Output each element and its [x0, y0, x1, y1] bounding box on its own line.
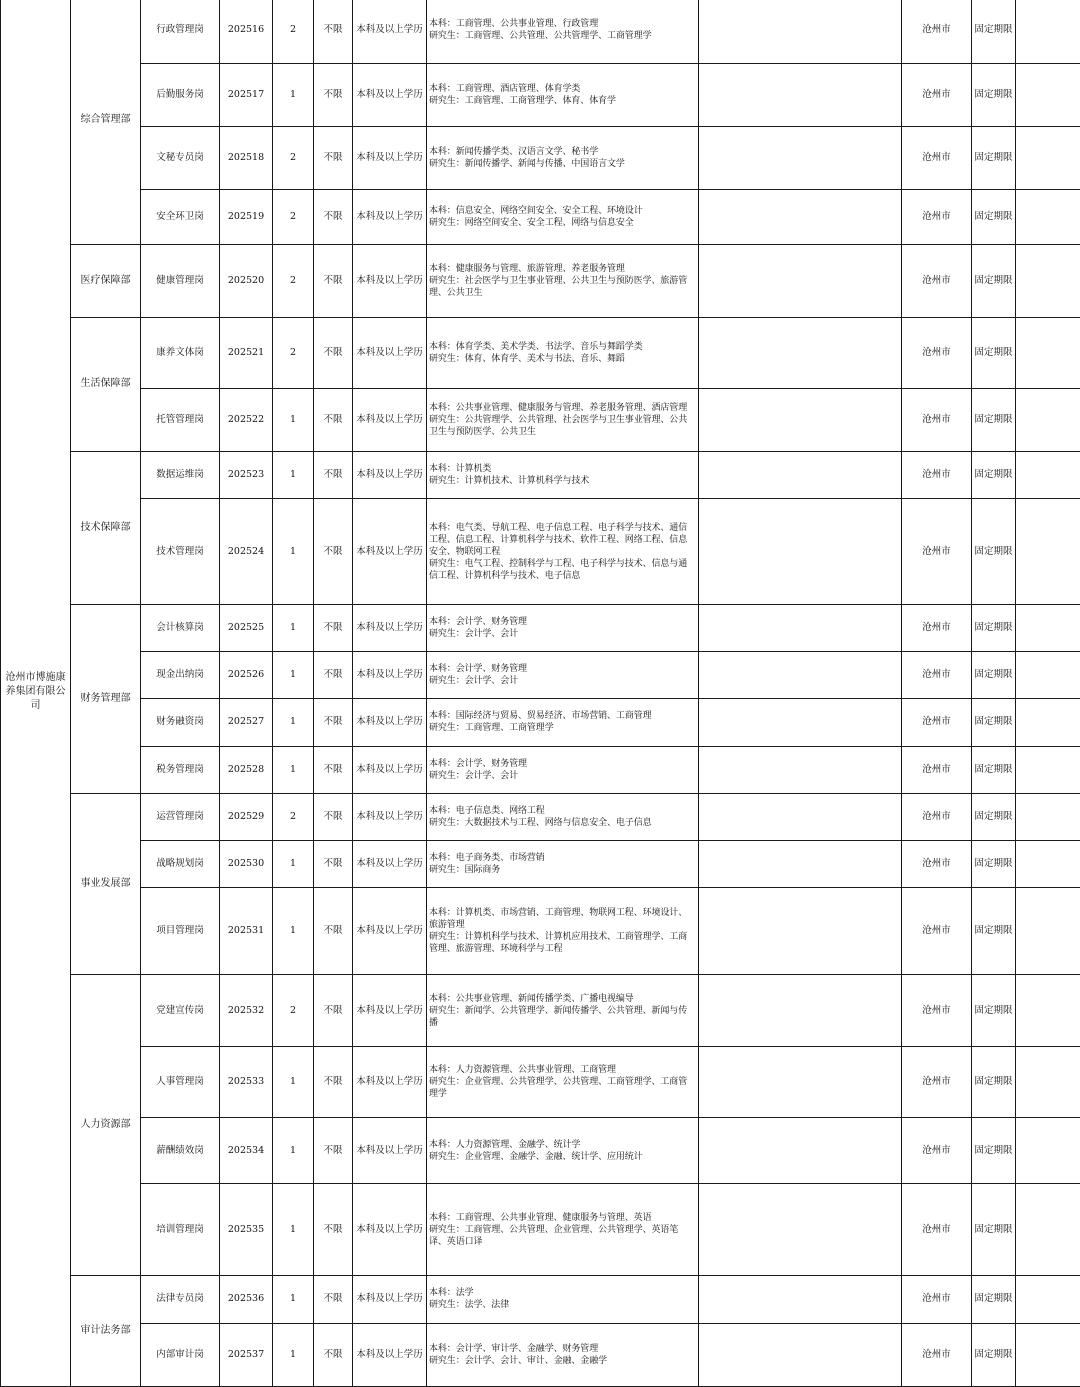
table-row — [1, 887, 1080, 974]
work-location-cell: 沧州市 — [902, 1184, 972, 1275]
contract-type-cell: 固定期限 — [972, 793, 1016, 840]
major-requirement-line: 研究生：新闻传播学、新闻与传播、中国语言文学 — [429, 158, 695, 170]
position-title-cell: 行政管理岗 — [141, 0, 220, 64]
age-limit-cell: 不限 — [314, 388, 353, 451]
position-code-cell: 202533 — [220, 1047, 273, 1118]
position-title-cell: 培训管理岗 — [141, 1184, 220, 1275]
contract-type-cell: 固定期限 — [972, 499, 1016, 605]
position-code-cell: 202516 — [220, 0, 273, 64]
note-cell — [1016, 127, 1080, 190]
hire-count-cell: 1 — [273, 699, 314, 746]
major-requirement-line: 研究生：国际商务 — [429, 864, 695, 876]
major-requirement-line: 本科：电子信息类、网络工程 — [429, 805, 695, 817]
major-requirement-line: 本科：公共事业管理、健康服务与管理、养老服务管理、酒店管理 — [429, 402, 695, 414]
note-cell — [1016, 0, 1080, 64]
contract-type-cell: 固定期限 — [972, 1275, 1016, 1323]
major-requirement-line: 研究生：企业管理、公共管理学、公共管理、工商管理学、工商管理学 — [429, 1076, 695, 1100]
major-requirement-line: 本科：国际经济与贸易、贸易经济、市场营销、工商管理 — [429, 710, 695, 722]
education-cell: 本科及以上学历 — [353, 974, 427, 1046]
position-title-cell: 托管管理岗 — [141, 388, 220, 451]
company-name-cell: 沧州市博施康养集团有限公司 — [1, 0, 71, 1387]
other-requirement-cell — [699, 0, 902, 64]
education-cell: 本科及以上学历 — [353, 1323, 427, 1386]
table-row — [1, 840, 1080, 887]
table-row — [1, 1323, 1080, 1386]
table-row — [1, 1275, 1080, 1323]
table-row — [1, 0, 1080, 64]
major-requirement-cell — [427, 652, 699, 699]
hire-count-cell: 2 — [273, 0, 314, 64]
note-cell — [1016, 1047, 1080, 1118]
hire-count-cell: 1 — [273, 1275, 314, 1323]
hire-count-cell: 1 — [273, 840, 314, 887]
table-row — [1, 605, 1080, 652]
other-requirement-cell — [699, 793, 902, 840]
table-row — [1, 1118, 1080, 1184]
other-requirement-cell — [699, 127, 902, 190]
table-row — [1, 699, 1080, 746]
major-requirement-line: 本科：会计学、审计学、金融学、财务管理 — [429, 1343, 695, 1355]
table-row — [1, 388, 1080, 451]
major-requirement-cell — [427, 1184, 699, 1275]
department-name-cell: 审计法务部 — [71, 1275, 141, 1386]
other-requirement-cell — [699, 244, 902, 317]
age-limit-cell: 不限 — [314, 840, 353, 887]
major-requirement-cell — [427, 499, 699, 605]
position-title-cell: 文秘专员岗 — [141, 127, 220, 190]
education-cell: 本科及以上学历 — [353, 1275, 427, 1323]
contract-type-cell: 固定期限 — [972, 0, 1016, 64]
major-requirement-cell — [427, 244, 699, 317]
major-requirement-line: 研究生：电气工程、控制科学与工程、电子科学与技术、信息与通信工程、计算机科学与技术、电子信息 — [429, 558, 695, 582]
age-limit-cell: 不限 — [314, 64, 353, 127]
hire-count-cell: 1 — [273, 1323, 314, 1386]
education-cell: 本科及以上学历 — [353, 0, 427, 64]
major-requirement-cell — [427, 746, 699, 793]
position-code-cell: 202529 — [220, 793, 273, 840]
position-title-cell: 财务融资岗 — [141, 699, 220, 746]
work-location-cell: 沧州市 — [902, 974, 972, 1046]
education-cell: 本科及以上学历 — [353, 840, 427, 887]
education-cell: 本科及以上学历 — [353, 1118, 427, 1184]
work-location-cell: 沧州市 — [902, 190, 972, 244]
hire-count-cell: 1 — [273, 1184, 314, 1275]
note-cell — [1016, 244, 1080, 317]
major-requirement-cell — [427, 887, 699, 974]
note-cell — [1016, 605, 1080, 652]
contract-type-cell: 固定期限 — [972, 746, 1016, 793]
age-limit-cell: 不限 — [314, 127, 353, 190]
age-limit-cell: 不限 — [314, 451, 353, 498]
age-limit-cell: 不限 — [314, 1184, 353, 1275]
position-title-cell: 安全环卫岗 — [141, 190, 220, 244]
position-code-cell: 202518 — [220, 127, 273, 190]
other-requirement-cell — [699, 1047, 902, 1118]
note-cell — [1016, 388, 1080, 451]
note-cell — [1016, 317, 1080, 388]
note-cell — [1016, 699, 1080, 746]
major-requirement-line: 本科：会计学、财务管理 — [429, 616, 695, 628]
education-cell: 本科及以上学历 — [353, 652, 427, 699]
major-requirement-line: 研究生：工商管理、公共管理、公共管理学、工商管理学 — [429, 30, 695, 42]
major-requirement-line: 本科：会计学、财务管理 — [429, 663, 695, 675]
contract-type-cell: 固定期限 — [972, 840, 1016, 887]
work-location-cell: 沧州市 — [902, 840, 972, 887]
note-cell — [1016, 974, 1080, 1046]
major-requirement-line: 研究生：计算机科学与技术、计算机应用技术、工商管理学、工商管理、旅游管理、环境科学与工程 — [429, 931, 695, 955]
major-requirement-line: 本科：人力资源管理、金融学、统计学 — [429, 1139, 695, 1151]
age-limit-cell: 不限 — [314, 317, 353, 388]
major-requirement-cell — [427, 840, 699, 887]
age-limit-cell: 不限 — [314, 1047, 353, 1118]
major-requirement-cell — [427, 699, 699, 746]
other-requirement-cell — [699, 64, 902, 127]
major-requirement-line: 本科：法学 — [429, 1287, 695, 1299]
other-requirement-cell — [699, 1323, 902, 1386]
major-requirement-line: 研究生：公共管理学、公共管理、社会医学与卫生事业管理、公共卫生与预防医学、公共卫生 — [429, 414, 695, 438]
major-requirement-cell — [427, 605, 699, 652]
major-requirement-cell — [427, 1275, 699, 1323]
position-title-cell: 内部审计岗 — [141, 1323, 220, 1386]
note-cell — [1016, 190, 1080, 244]
major-requirement-line: 本科：计算机类 — [429, 463, 695, 475]
major-requirement-cell — [427, 317, 699, 388]
position-title-cell: 数据运维岗 — [141, 451, 220, 498]
age-limit-cell: 不限 — [314, 746, 353, 793]
major-requirement-line: 本科：公共事业管理、新闻传播学类、广播电视编导 — [429, 993, 695, 1005]
age-limit-cell: 不限 — [314, 499, 353, 605]
other-requirement-cell — [699, 451, 902, 498]
note-cell — [1016, 1184, 1080, 1275]
major-requirement-line: 本科：电气类、导航工程、电子信息工程、电子科学与技术、通信工程、信息工程、计算机科学与技术、软件工程、网络工程、信息安全、物联网工程 — [429, 522, 695, 558]
age-limit-cell: 不限 — [314, 0, 353, 64]
contract-type-cell: 固定期限 — [972, 317, 1016, 388]
major-requirement-cell — [427, 0, 699, 64]
note-cell — [1016, 64, 1080, 127]
position-title-cell: 运营管理岗 — [141, 793, 220, 840]
table-row — [1, 746, 1080, 793]
major-requirement-line: 本科：健康服务与管理、旅游管理、养老服务管理 — [429, 263, 695, 275]
position-code-cell: 202517 — [220, 64, 273, 127]
hire-count-cell: 1 — [273, 64, 314, 127]
major-requirement-line: 本科：体育学类、美术学类、书法学、音乐与舞蹈学类 — [429, 341, 695, 353]
table-row — [1, 1047, 1080, 1118]
hire-count-cell: 1 — [273, 1047, 314, 1118]
hire-count-cell: 1 — [273, 499, 314, 605]
contract-type-cell: 固定期限 — [972, 451, 1016, 498]
note-cell — [1016, 451, 1080, 498]
hire-count-cell: 1 — [273, 388, 314, 451]
age-limit-cell: 不限 — [314, 190, 353, 244]
work-location-cell: 沧州市 — [902, 699, 972, 746]
major-requirement-line: 研究生：企业管理、金融学、金融、统计学、应用统计 — [429, 1151, 695, 1163]
major-requirement-line: 本科：新闻传播学类、汉语言文学、秘书学 — [429, 146, 695, 158]
note-cell — [1016, 1323, 1080, 1386]
work-location-cell: 沧州市 — [902, 1275, 972, 1323]
major-requirement-line: 研究生：法学、法律 — [429, 1299, 695, 1311]
note-cell — [1016, 840, 1080, 887]
education-cell: 本科及以上学历 — [353, 605, 427, 652]
major-requirement-line: 本科：信息安全、网络空间安全、安全工程、环境设计 — [429, 205, 695, 217]
major-requirement-line: 研究生：新闻学、公共管理学、新闻传播学、公共管理、新闻与传播 — [429, 1005, 695, 1029]
hire-count-cell: 1 — [273, 746, 314, 793]
age-limit-cell: 不限 — [314, 793, 353, 840]
work-location-cell: 沧州市 — [902, 746, 972, 793]
work-location-cell: 沧州市 — [902, 388, 972, 451]
table-row — [1, 317, 1080, 388]
table-row — [1, 652, 1080, 699]
contract-type-cell: 固定期限 — [972, 388, 1016, 451]
table-row — [1, 244, 1080, 317]
major-requirement-cell — [427, 127, 699, 190]
table-row — [1, 793, 1080, 840]
work-location-cell: 沧州市 — [902, 0, 972, 64]
hire-count-cell: 2 — [273, 793, 314, 840]
contract-type-cell: 固定期限 — [972, 605, 1016, 652]
other-requirement-cell — [699, 840, 902, 887]
department-name-cell: 财务管理部 — [71, 605, 141, 793]
contract-type-cell: 固定期限 — [972, 652, 1016, 699]
major-requirement-line: 研究生：网络空间安全、安全工程、网络与信息安全 — [429, 217, 695, 229]
other-requirement-cell — [699, 887, 902, 974]
other-requirement-cell — [699, 388, 902, 451]
hire-count-cell: 1 — [273, 605, 314, 652]
education-cell: 本科及以上学历 — [353, 244, 427, 317]
major-requirement-cell — [427, 451, 699, 498]
contract-type-cell: 固定期限 — [972, 1047, 1016, 1118]
note-cell — [1016, 652, 1080, 699]
position-code-cell: 202536 — [220, 1275, 273, 1323]
contract-type-cell: 固定期限 — [972, 1323, 1016, 1386]
major-requirement-cell — [427, 190, 699, 244]
position-title-cell: 会计核算岗 — [141, 605, 220, 652]
other-requirement-cell — [699, 499, 902, 605]
age-limit-cell: 不限 — [314, 974, 353, 1046]
position-title-cell: 健康管理岗 — [141, 244, 220, 317]
major-requirement-line: 研究生：会计学、会计 — [429, 675, 695, 687]
major-requirement-line: 研究生：大数据技术与工程、网络与信息安全、电子信息 — [429, 817, 695, 829]
major-requirement-line: 本科：会计学、财务管理 — [429, 758, 695, 770]
work-location-cell: 沧州市 — [902, 127, 972, 190]
position-title-cell: 后勤服务岗 — [141, 64, 220, 127]
work-location-cell: 沧州市 — [902, 887, 972, 974]
age-limit-cell: 不限 — [314, 887, 353, 974]
position-title-cell: 人事管理岗 — [141, 1047, 220, 1118]
contract-type-cell: 固定期限 — [972, 1184, 1016, 1275]
major-requirement-cell — [427, 64, 699, 127]
work-location-cell: 沧州市 — [902, 1047, 972, 1118]
major-requirement-cell — [427, 793, 699, 840]
major-requirement-line: 研究生：会计学、会计 — [429, 770, 695, 782]
contract-type-cell: 固定期限 — [972, 974, 1016, 1046]
position-code-cell: 202520 — [220, 244, 273, 317]
hire-count-cell: 1 — [273, 451, 314, 498]
education-cell: 本科及以上学历 — [353, 64, 427, 127]
note-cell — [1016, 1118, 1080, 1184]
age-limit-cell: 不限 — [314, 699, 353, 746]
position-code-cell: 202526 — [220, 652, 273, 699]
major-requirement-cell — [427, 1118, 699, 1184]
position-title-cell: 现金出纳岗 — [141, 652, 220, 699]
major-requirement-line: 本科：电子商务类、市场营销 — [429, 852, 695, 864]
other-requirement-cell — [699, 1184, 902, 1275]
other-requirement-cell — [699, 974, 902, 1046]
major-requirement-cell — [427, 1047, 699, 1118]
major-requirement-line: 本科：计算机类、市场营销、工商管理、物联网工程、环境设计、旅游管理 — [429, 907, 695, 931]
position-code-cell: 202522 — [220, 388, 273, 451]
position-code-cell: 202531 — [220, 887, 273, 974]
other-requirement-cell — [699, 190, 902, 244]
education-cell: 本科及以上学历 — [353, 451, 427, 498]
other-requirement-cell — [699, 1118, 902, 1184]
position-code-cell: 202528 — [220, 746, 273, 793]
education-cell: 本科及以上学历 — [353, 499, 427, 605]
hire-count-cell: 1 — [273, 652, 314, 699]
work-location-cell: 沧州市 — [902, 317, 972, 388]
major-requirement-line: 研究生：会计学、会计、审计、金融、金融学 — [429, 1355, 695, 1367]
major-requirement-line: 本科：人力资源管理、公共事业管理、工商管理 — [429, 1064, 695, 1076]
table-row — [1, 974, 1080, 1046]
education-cell: 本科及以上学历 — [353, 317, 427, 388]
education-cell: 本科及以上学历 — [353, 190, 427, 244]
position-code-cell: 202523 — [220, 451, 273, 498]
age-limit-cell: 不限 — [314, 1118, 353, 1184]
hire-count-cell: 2 — [273, 317, 314, 388]
education-cell: 本科及以上学历 — [353, 793, 427, 840]
age-limit-cell: 不限 — [314, 1323, 353, 1386]
work-location-cell: 沧州市 — [902, 1323, 972, 1386]
position-title-cell: 党建宣传岗 — [141, 974, 220, 1046]
table-row — [1, 499, 1080, 605]
position-code-cell: 202521 — [220, 317, 273, 388]
position-title-cell: 项目管理岗 — [141, 887, 220, 974]
table-row — [1, 451, 1080, 498]
age-limit-cell: 不限 — [314, 244, 353, 317]
contract-type-cell: 固定期限 — [972, 190, 1016, 244]
note-cell — [1016, 1275, 1080, 1323]
table-row — [1, 64, 1080, 127]
department-name-cell: 生活保障部 — [71, 317, 141, 451]
contract-type-cell: 固定期限 — [972, 64, 1016, 127]
table-row — [1, 127, 1080, 190]
department-name-cell: 医疗保障部 — [71, 244, 141, 317]
hire-count-cell: 1 — [273, 1118, 314, 1184]
department-name-cell: 技术保障部 — [71, 451, 141, 604]
department-name-cell: 综合管理部 — [71, 0, 141, 244]
position-title-cell: 税务管理岗 — [141, 746, 220, 793]
major-requirement-line: 本科：工商管理、酒店管理、体育学类 — [429, 83, 695, 95]
other-requirement-cell — [699, 699, 902, 746]
contract-type-cell: 固定期限 — [972, 127, 1016, 190]
position-code-cell: 202530 — [220, 840, 273, 887]
contract-type-cell: 固定期限 — [972, 1118, 1016, 1184]
other-requirement-cell — [699, 605, 902, 652]
work-location-cell: 沧州市 — [902, 244, 972, 317]
major-requirement-line: 本科：工商管理、公共事业管理、行政管理 — [429, 18, 695, 30]
position-title-cell: 技术管理岗 — [141, 499, 220, 605]
age-limit-cell: 不限 — [314, 652, 353, 699]
hire-count-cell: 1 — [273, 887, 314, 974]
education-cell: 本科及以上学历 — [353, 127, 427, 190]
work-location-cell: 沧州市 — [902, 451, 972, 498]
major-requirement-line: 研究生：体育、体育学、美术与书法、音乐、舞蹈 — [429, 353, 695, 365]
major-requirement-line: 研究生：计算机技术、计算机科学与技术 — [429, 475, 695, 487]
position-code-cell: 202524 — [220, 499, 273, 605]
work-location-cell: 沧州市 — [902, 605, 972, 652]
education-cell: 本科及以上学历 — [353, 699, 427, 746]
education-cell: 本科及以上学历 — [353, 1047, 427, 1118]
major-requirement-cell — [427, 388, 699, 451]
education-cell: 本科及以上学历 — [353, 746, 427, 793]
position-title-cell: 战略规划岗 — [141, 840, 220, 887]
note-cell — [1016, 499, 1080, 605]
education-cell: 本科及以上学历 — [353, 1184, 427, 1275]
position-code-cell: 202537 — [220, 1323, 273, 1386]
position-code-cell: 202527 — [220, 699, 273, 746]
position-code-cell: 202534 — [220, 1118, 273, 1184]
note-cell — [1016, 793, 1080, 840]
contract-type-cell: 固定期限 — [972, 887, 1016, 974]
position-title-cell: 薪酬绩效岗 — [141, 1118, 220, 1184]
work-location-cell: 沧州市 — [902, 1118, 972, 1184]
major-requirement-line: 研究生：工商管理、工商管理学 — [429, 722, 695, 734]
hire-count-cell: 2 — [273, 127, 314, 190]
other-requirement-cell — [699, 652, 902, 699]
contract-type-cell: 固定期限 — [972, 699, 1016, 746]
table-row — [1, 1184, 1080, 1275]
hire-count-cell: 2 — [273, 974, 314, 1046]
other-requirement-cell — [699, 317, 902, 388]
major-requirement-line: 研究生：社会医学与卫生事业管理、公共卫生与预防医学、旅游管理、公共卫生 — [429, 275, 695, 299]
other-requirement-cell — [699, 746, 902, 793]
position-code-cell: 202532 — [220, 974, 273, 1046]
department-name-cell: 事业发展部 — [71, 793, 141, 974]
position-code-cell: 202535 — [220, 1184, 273, 1275]
hire-count-cell: 2 — [273, 190, 314, 244]
major-requirement-cell — [427, 1323, 699, 1386]
education-cell: 本科及以上学历 — [353, 887, 427, 974]
age-limit-cell: 不限 — [314, 1275, 353, 1323]
position-title-cell: 法律专员岗 — [141, 1275, 220, 1323]
note-cell — [1016, 746, 1080, 793]
position-title-cell: 康养文体岗 — [141, 317, 220, 388]
position-code-cell: 202519 — [220, 190, 273, 244]
work-location-cell: 沧州市 — [902, 64, 972, 127]
work-location-cell: 沧州市 — [902, 793, 972, 840]
table-row — [1, 190, 1080, 244]
major-requirement-line: 研究生：工商管理、公共管理、企业管理、公共管理学、英语笔译、英语口译 — [429, 1224, 695, 1248]
contract-type-cell: 固定期限 — [972, 244, 1016, 317]
major-requirement-line: 研究生：会计学、会计 — [429, 628, 695, 640]
other-requirement-cell — [699, 1275, 902, 1323]
work-location-cell: 沧州市 — [902, 499, 972, 605]
note-cell — [1016, 887, 1080, 974]
work-location-cell: 沧州市 — [902, 652, 972, 699]
age-limit-cell: 不限 — [314, 605, 353, 652]
position-code-cell: 202525 — [220, 605, 273, 652]
department-name-cell: 人力资源部 — [71, 974, 141, 1275]
major-requirement-cell — [427, 974, 699, 1046]
hire-count-cell: 2 — [273, 244, 314, 317]
major-requirement-line: 本科：工商管理、公共事业管理、健康服务与管理、英语 — [429, 1212, 695, 1224]
major-requirement-line: 研究生：工商管理、工商管理学、体育、体育学 — [429, 95, 695, 107]
education-cell: 本科及以上学历 — [353, 388, 427, 451]
